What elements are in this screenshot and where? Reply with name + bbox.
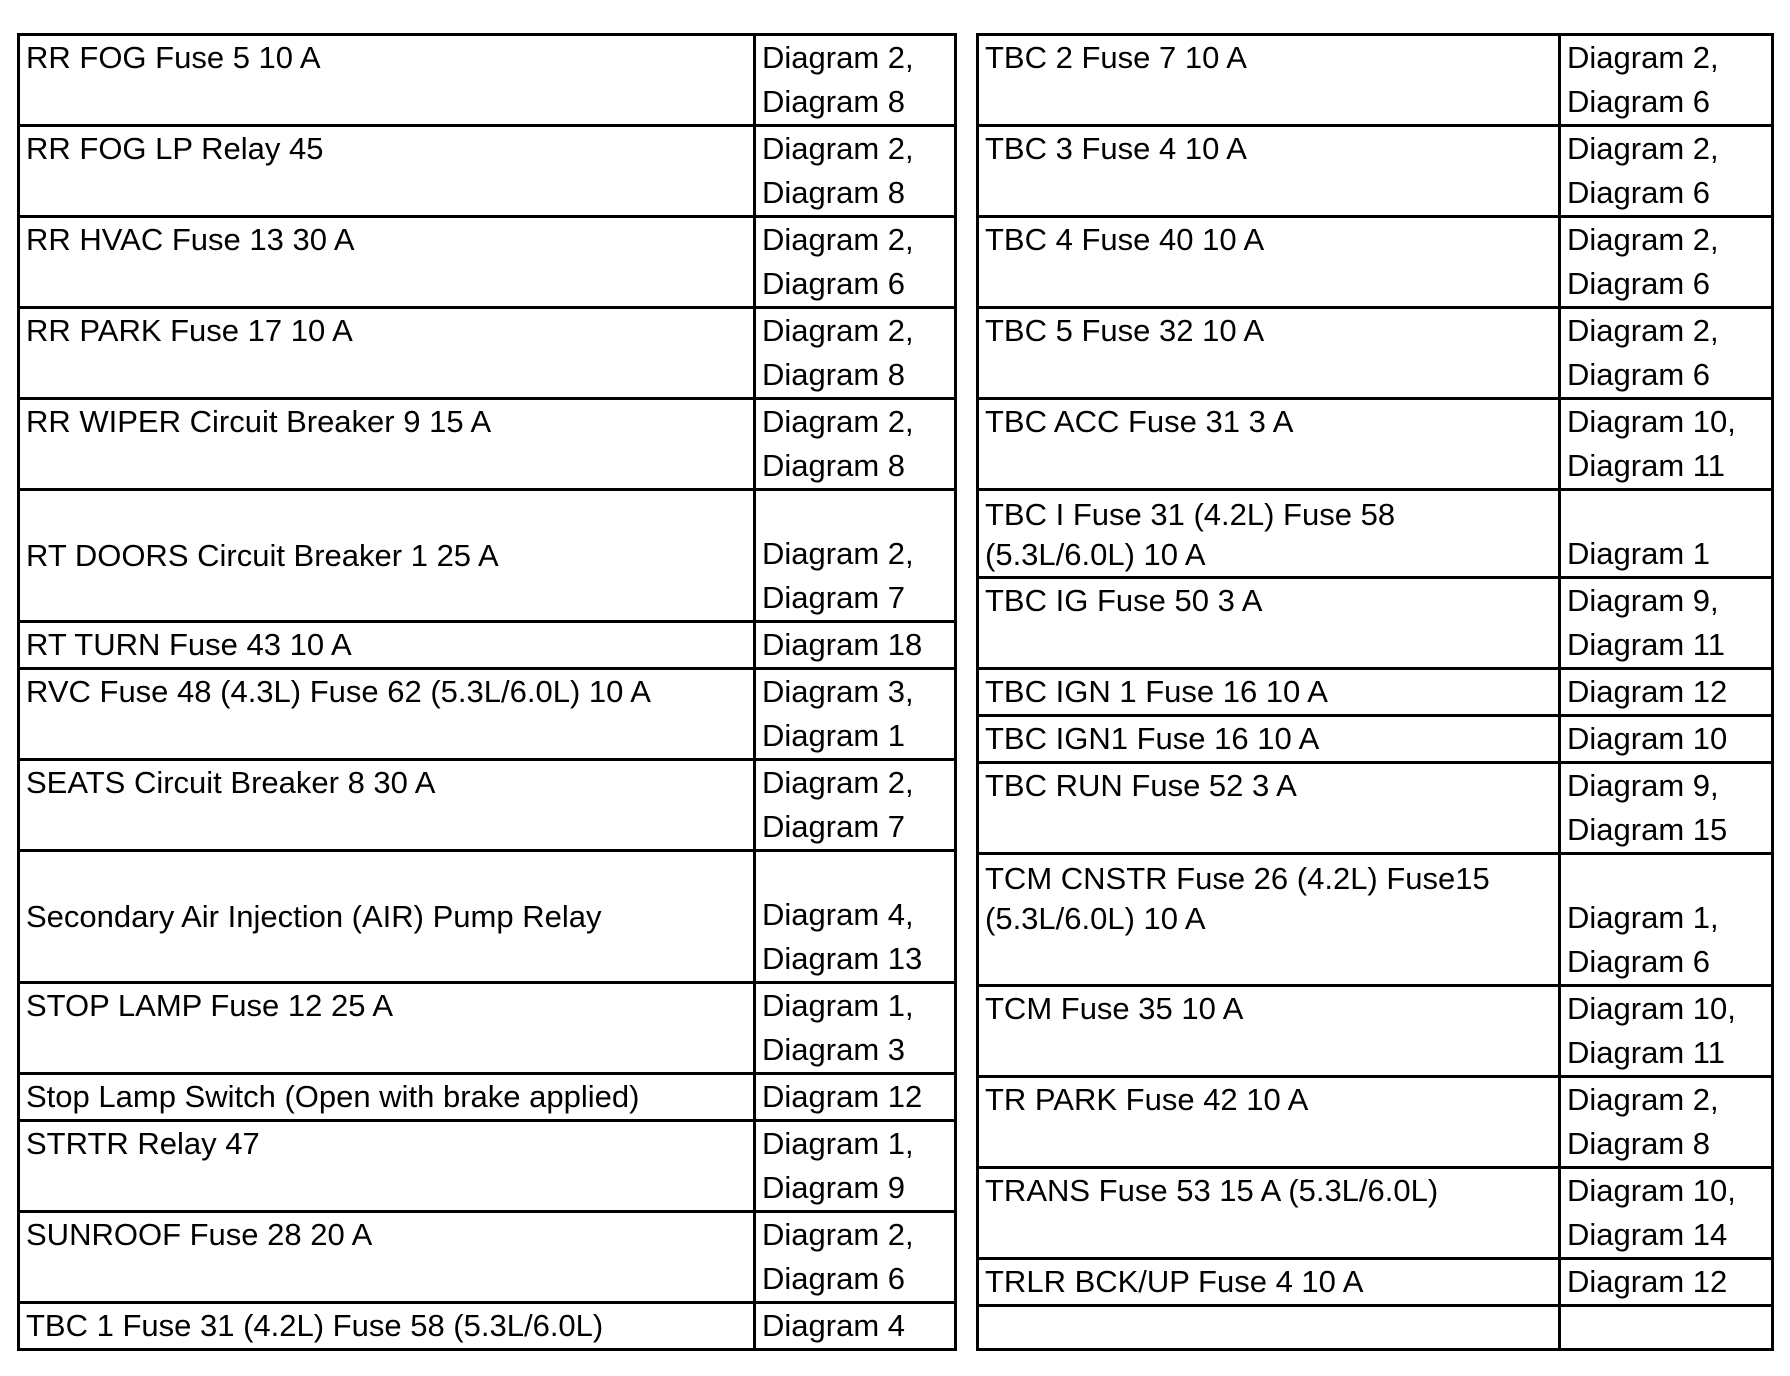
component-cell: RVC Fuse 48 (4.3L) Fuse 62 (5.3L/6.0L) 10 A: [19, 669, 755, 760]
diagram-cell: Diagram 2, Diagram 6: [1560, 308, 1773, 399]
table-row: [19, 308, 956, 399]
diagram-cell: Diagram 10, Diagram 14: [1560, 1168, 1773, 1259]
component-cell: RR PARK Fuse 17 10 A: [19, 308, 755, 399]
diagram-cell: Diagram 2, Diagram 7: [755, 490, 956, 622]
component-cell: TBC ACC Fuse 31 3 A: [978, 399, 1560, 490]
component-cell: TBC 3 Fuse 4 10 A: [978, 126, 1560, 217]
table-row: [19, 622, 956, 669]
diagram-cell: Diagram 3, Diagram 1: [755, 669, 956, 760]
table-row: [19, 1303, 956, 1350]
table-row: [19, 1121, 956, 1212]
diagram-cell: Diagram 2, Diagram 6: [1560, 126, 1773, 217]
table-row: [19, 126, 956, 217]
table-row: [978, 126, 1773, 217]
diagram-cell: Diagram 9, Diagram 11: [1560, 578, 1773, 669]
table-row: [978, 217, 1773, 308]
diagram-cell: Diagram 1, Diagram 3: [755, 983, 956, 1074]
diagram-cell: Diagram 12: [755, 1074, 956, 1121]
table-row: [978, 308, 1773, 399]
component-cell: TR PARK Fuse 42 10 A: [978, 1077, 1560, 1168]
diagram-cell: Diagram 2, Diagram 7: [755, 760, 956, 851]
table-row: [978, 1168, 1773, 1259]
table-row: [978, 986, 1773, 1077]
component-cell: TBC 5 Fuse 32 10 A: [978, 308, 1560, 399]
diagram-cell: Diagram 2, Diagram 8: [755, 126, 956, 217]
table-row: [978, 854, 1773, 986]
component-cell: TBC IGN 1 Fuse 16 10 A: [978, 669, 1560, 716]
component-cell: SUNROOF Fuse 28 20 A: [19, 1212, 755, 1303]
table-row: [19, 1212, 956, 1303]
component-cell: TBC IG Fuse 50 3 A: [978, 578, 1560, 669]
table-row: [19, 35, 956, 126]
diagram-cell: Diagram 10, Diagram 11: [1560, 986, 1773, 1077]
component-cell: RR HVAC Fuse 13 30 A: [19, 217, 755, 308]
component-cell: Secondary Air Injection (AIR) Pump Relay: [19, 851, 755, 983]
table-row: [19, 217, 956, 308]
diagram-cell: Diagram 9, Diagram 15: [1560, 763, 1773, 854]
component-cell: RR WIPER Circuit Breaker 9 15 A: [19, 399, 755, 490]
table-row: [19, 490, 956, 622]
component-cell: TRANS Fuse 53 15 A (5.3L/6.0L): [978, 1168, 1560, 1259]
table-row: [19, 983, 956, 1074]
right-fuse-table: [976, 33, 1774, 1351]
table-row: [978, 716, 1773, 763]
table-row: [19, 669, 956, 760]
table-row: [978, 1259, 1773, 1306]
table-row: [19, 851, 956, 983]
diagram-cell: [1560, 1306, 1773, 1350]
diagram-cell: Diagram 2, Diagram 6: [755, 217, 956, 308]
component-cell: RR FOG Fuse 5 10 A: [19, 35, 755, 126]
component-cell: RT TURN Fuse 43 10 A: [19, 622, 755, 669]
diagram-cell: Diagram 1, Diagram 6: [1560, 854, 1773, 986]
component-cell: TRLR BCK/UP Fuse 4 10 A: [978, 1259, 1560, 1306]
diagram-cell: Diagram 2, Diagram 6: [1560, 217, 1773, 308]
table-row: [978, 399, 1773, 490]
component-cell: RT DOORS Circuit Breaker 1 25 A: [19, 490, 755, 622]
component-cell: TBC IGN1 Fuse 16 10 A: [978, 716, 1560, 763]
component-cell: TBC RUN Fuse 52 3 A: [978, 763, 1560, 854]
left-fuse-table: [17, 33, 957, 1351]
component-cell: STRTR Relay 47: [19, 1121, 755, 1212]
table-row: [978, 763, 1773, 854]
diagram-cell: Diagram 4, Diagram 13: [755, 851, 956, 983]
component-cell: TCM CNSTR Fuse 26 (4.2L) Fuse15 (5.3L/6.0L) 10 A: [978, 854, 1560, 986]
diagram-cell: Diagram 1, Diagram 9: [755, 1121, 956, 1212]
diagram-cell: Diagram 12: [1560, 1259, 1773, 1306]
component-cell: TBC 1 Fuse 31 (4.2L) Fuse 58 (5.3L/6.0L): [19, 1303, 755, 1350]
component-cell: STOP LAMP Fuse 12 25 A: [19, 983, 755, 1074]
diagram-cell: Diagram 2, Diagram 8: [755, 35, 956, 126]
diagram-cell: Diagram 2, Diagram 8: [755, 399, 956, 490]
component-cell: TBC 2 Fuse 7 10 A: [978, 35, 1560, 126]
component-cell: TCM Fuse 35 10 A: [978, 986, 1560, 1077]
diagram-cell: Diagram 12: [1560, 669, 1773, 716]
table-row: [978, 35, 1773, 126]
component-cell: TBC 4 Fuse 40 10 A: [978, 217, 1560, 308]
diagram-cell: Diagram 2, Diagram 6: [1560, 35, 1773, 126]
diagram-cell: Diagram 2, Diagram 8: [755, 308, 956, 399]
diagram-cell: Diagram 10: [1560, 716, 1773, 763]
component-cell: RR FOG LP Relay 45: [19, 126, 755, 217]
table-row: [978, 1306, 1773, 1350]
table-row: [978, 1077, 1773, 1168]
diagram-cell: Diagram 10, Diagram 11: [1560, 399, 1773, 490]
diagram-cell: Diagram 2, Diagram 8: [1560, 1077, 1773, 1168]
component-cell: SEATS Circuit Breaker 8 30 A: [19, 760, 755, 851]
diagram-cell: Diagram 4: [755, 1303, 956, 1350]
table-row: [19, 760, 956, 851]
diagram-cell: Diagram 1: [1560, 490, 1773, 578]
component-cell: TBC I Fuse 31 (4.2L) Fuse 58 (5.3L/6.0L) 10 A: [978, 490, 1560, 578]
component-cell: Stop Lamp Switch (Open with brake applied): [19, 1074, 755, 1121]
table-row: [978, 669, 1773, 716]
table-row: [978, 578, 1773, 669]
table-row: [19, 399, 956, 490]
table-row: [978, 490, 1773, 578]
diagram-cell: Diagram 18: [755, 622, 956, 669]
component-cell: [978, 1306, 1560, 1350]
table-row: [19, 1074, 956, 1121]
diagram-cell: Diagram 2, Diagram 6: [755, 1212, 956, 1303]
